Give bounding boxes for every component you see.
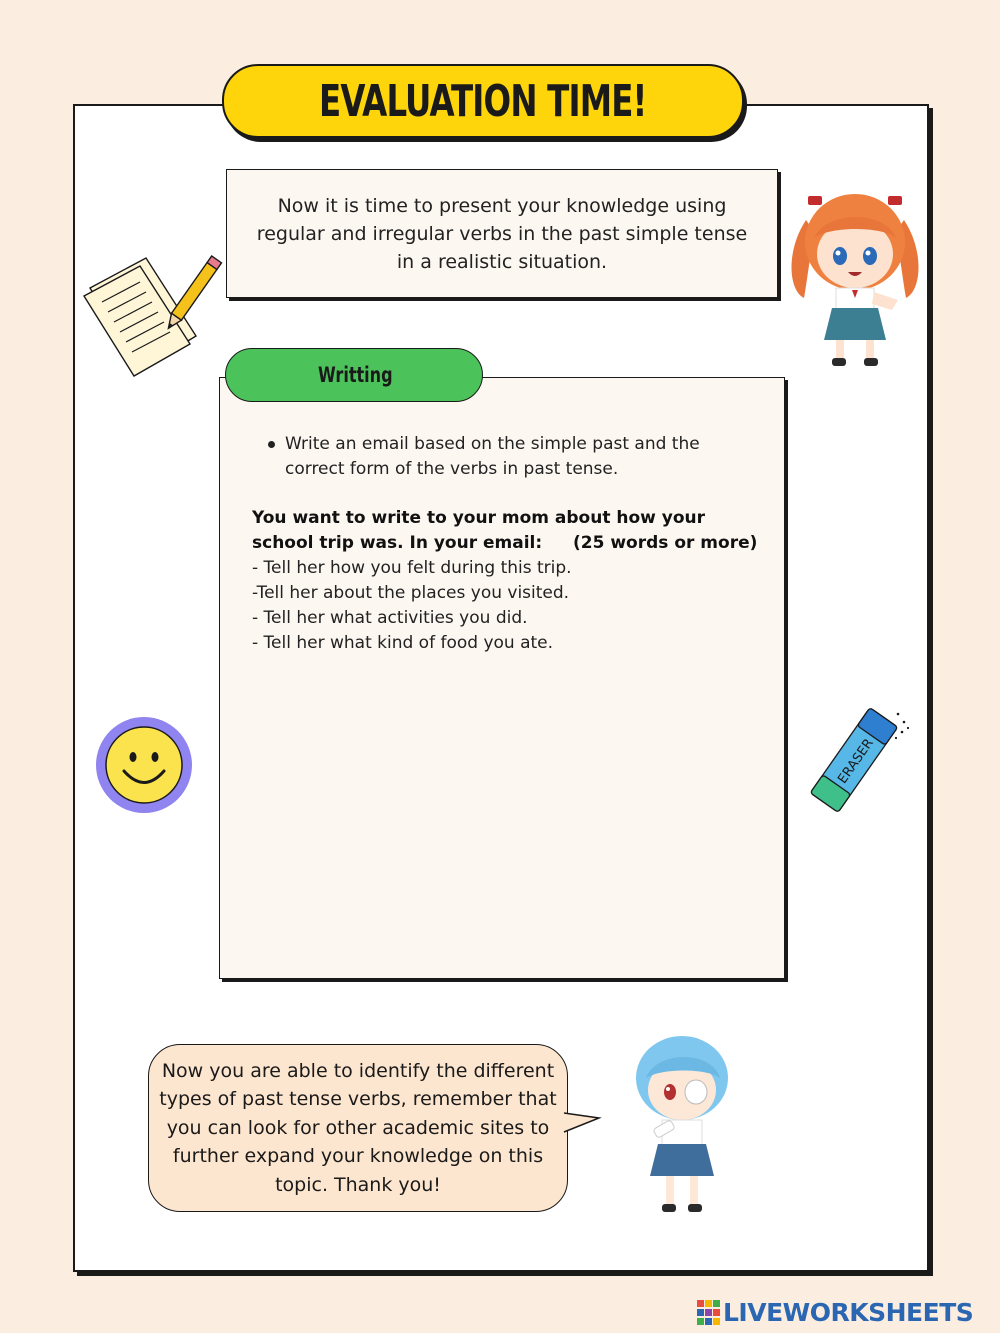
task-item: -Tell her about the places you visited.	[252, 583, 570, 603]
task-item: - Tell her what kind of food you ate.	[252, 633, 554, 653]
logo-text: LIVEWORKSHEETS	[723, 1298, 974, 1327]
intro-text: Now it is time to present your knowledge using regular and irregular verbs in the past simple tense in a realistic situation.	[256, 194, 748, 273]
liveworksheets-logo	[697, 1298, 973, 1327]
closing-message: Now you are able to identify the different types of past tense verbs, remember that you can look for other academic sites to further expand your knowledge on this topic. Thank you!	[159, 1059, 557, 1196]
section-tab-writing	[225, 348, 483, 402]
intro-box	[226, 169, 778, 298]
instruction-text: Write an email based on the simple past and the correct form of the verbs in past tense.	[285, 434, 700, 479]
bullet-icon	[268, 441, 275, 448]
task-item: - Tell her what activities you did.	[252, 608, 528, 628]
speech-bubble-tail	[563, 1110, 603, 1136]
eraser-label: ERASER	[835, 736, 877, 787]
section-label: Writting	[318, 363, 393, 387]
page-title: EVALUATION TIME!	[319, 75, 647, 127]
task-prompt: You want to write to your mom about how your school trip was. In your email:	[252, 508, 706, 553]
character-figure-icon	[786, 180, 926, 372]
title-banner	[222, 64, 744, 138]
logo-grid-icon	[697, 1300, 721, 1326]
eraser-icon	[798, 700, 914, 820]
character-figure-icon	[626, 1034, 738, 1220]
notes-pencil-icon	[80, 252, 232, 378]
task-item: - Tell her how you felt during this trip.	[252, 558, 572, 578]
smiley-icon	[95, 716, 193, 814]
speech-bubble	[148, 1044, 568, 1212]
word-count-note: (25 words or more)	[573, 533, 758, 553]
